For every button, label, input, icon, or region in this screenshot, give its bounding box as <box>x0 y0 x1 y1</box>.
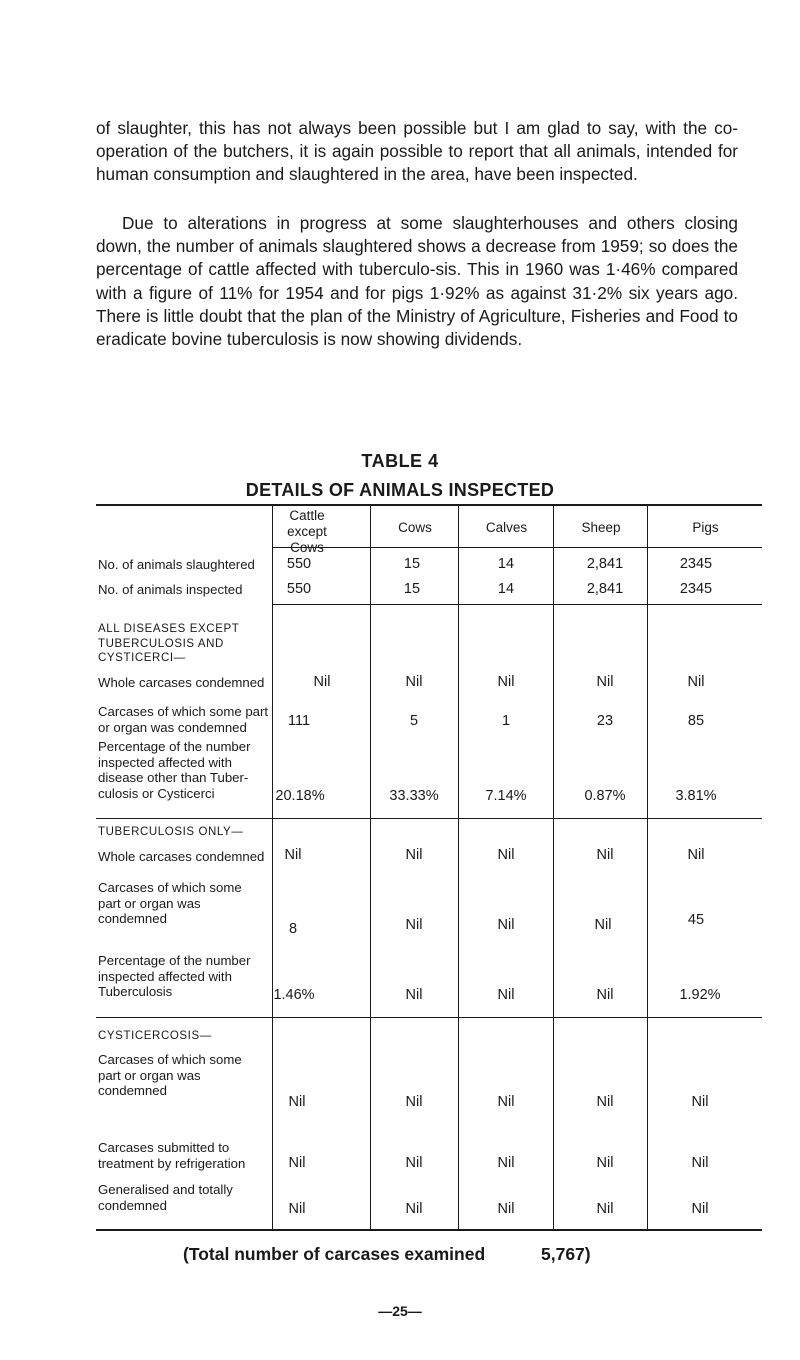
row-label: Carcases submitted to treatment by refrigeration <box>98 1140 246 1171</box>
row-label: Generalised and totally condemned <box>98 1182 233 1213</box>
cell: Nil <box>497 1155 515 1171</box>
row-label: Carcases of which some part or organ was condemned <box>98 704 269 735</box>
table-title: TABLE 4 <box>361 451 439 471</box>
section-1-bottom-rule <box>96 818 762 819</box>
column-header-cows: Cows <box>398 520 432 535</box>
cell: Nil <box>405 1155 423 1171</box>
cell: 23 <box>596 713 614 729</box>
cell: Nil <box>288 1201 306 1217</box>
row-label: Whole carcases condemned <box>98 675 265 690</box>
cell: Nil <box>497 674 515 690</box>
cell: 14 <box>497 556 515 572</box>
cell: Nil <box>691 1155 709 1171</box>
cell: 7.14% <box>485 788 527 804</box>
cell: 3.81% <box>675 788 717 804</box>
table-bottom-rule <box>96 1229 762 1231</box>
cell: 550 <box>286 581 312 597</box>
column-divider <box>272 504 273 1230</box>
table-top-rule <box>96 504 762 506</box>
cell: 2,841 <box>586 556 624 572</box>
cell: 111 <box>287 713 311 729</box>
cell: Nil <box>405 1201 423 1217</box>
column-divider <box>370 504 371 1230</box>
cell: Nil <box>687 847 705 863</box>
counts-bottom-rule <box>272 604 762 605</box>
column-divider <box>553 504 554 1230</box>
cell: Nil <box>687 674 705 690</box>
column-header-cattle: Cattle except Cows <box>287 508 327 555</box>
cell: Nil <box>596 1094 614 1110</box>
cell: Nil <box>596 847 614 863</box>
cell: Nil <box>497 1201 515 1217</box>
cell: 15 <box>403 581 421 597</box>
section-heading-all-diseases: ALL DISEASES EXCEPT TUBERCULOSIS AND CYSTICERCI— <box>98 623 240 664</box>
cell: Nil <box>497 1094 515 1110</box>
cell: 8 <box>288 921 298 937</box>
cell: Nil <box>596 987 614 1003</box>
cell: 14 <box>497 581 515 597</box>
cell: Nil <box>497 987 515 1003</box>
cell: 2345 <box>679 581 713 597</box>
intro-paragraph: of slaughter, this has not always been possible but I am glad to say, with the co-operation of the butchers, it is again possible to report that all animals, intended for human consumption and slaughtered in the area, have been inspected. <box>96 118 738 185</box>
header-bottom-rule <box>272 547 762 548</box>
cell: Nil <box>594 917 612 933</box>
cell: 2,841 <box>586 581 624 597</box>
cell: Nil <box>405 987 423 1003</box>
row-label: Percentage of the number inspected affected with disease other than Tuber-culosis or Cysticerci <box>98 739 251 801</box>
cell: Nil <box>405 674 423 690</box>
cell: 15 <box>403 556 421 572</box>
cell: 1.46% <box>273 987 315 1003</box>
cell: 5 <box>409 713 419 729</box>
section-heading-tuberculosis: TUBERCULOSIS ONLY— <box>98 826 244 838</box>
cell: Nil <box>405 917 423 933</box>
cell: Nil <box>596 674 614 690</box>
row-label: Percentage of the number inspected affected with Tuberculosis <box>98 953 251 999</box>
section-heading-cysticercosis: CYSTICERCOSIS— <box>98 1030 212 1042</box>
column-divider <box>647 504 648 1230</box>
column-header-sheep: Sheep <box>581 520 621 535</box>
cell: Nil <box>691 1201 709 1217</box>
cell: 0.87% <box>584 788 626 804</box>
row-label: Carcases of which some part or organ was condemned <box>98 880 242 926</box>
cell: Nil <box>288 1155 306 1171</box>
row-label-inspected: No. of animals inspected <box>98 582 243 597</box>
column-header-calves: Calves <box>485 520 528 535</box>
cell: Nil <box>313 674 331 690</box>
cell: Nil <box>596 1201 614 1217</box>
cell: 20.18% <box>275 788 325 804</box>
cell: 33.33% <box>389 788 439 804</box>
table-subtitle: DETAILS OF ANIMALS INSPECTED <box>245 480 555 500</box>
cell: 2345 <box>679 556 713 572</box>
page-number: —25— <box>378 1303 422 1319</box>
cell: Nil <box>596 1155 614 1171</box>
cell: Nil <box>691 1094 709 1110</box>
cell: Nil <box>288 1094 306 1110</box>
cell: 550 <box>286 556 312 572</box>
cell: Nil <box>497 917 515 933</box>
row-label: Carcases of which some part or organ was condemned <box>98 1052 242 1098</box>
cell: Nil <box>497 847 515 863</box>
cell: 1.92% <box>679 987 721 1003</box>
cell: 1 <box>501 713 511 729</box>
row-label-slaughtered: No. of animals slaughtered <box>98 557 255 572</box>
total-label: (Total number of carcases examined <box>183 1244 486 1264</box>
column-divider <box>458 504 459 1230</box>
column-header-pigs: Pigs <box>692 520 719 535</box>
section-2-bottom-rule <box>96 1017 762 1018</box>
total-value: 5,767) <box>541 1244 591 1264</box>
row-label: Whole carcases condemned <box>98 849 265 864</box>
cell: 85 <box>687 713 705 729</box>
cell: 45 <box>687 912 705 928</box>
cell: Nil <box>405 1094 423 1110</box>
cell: Nil <box>405 847 423 863</box>
cell: Nil <box>284 847 302 863</box>
body-paragraph: Due to alterations in progress at some slaughterhouses and others closing down, the number of animals slaughtered shows a decrease from 1959; so does the percentage of cattle affected with tuberculo-sis. This in 1960 was 1·46% compared with a figure of 11% for 1954 and for pigs 1·92% as against 31·2% six years ago. There is little doubt that the plan of the Ministry of Agriculture, Fisheries and Food to eradicate bovine tuberculosis is now showing dividends. <box>96 213 738 350</box>
